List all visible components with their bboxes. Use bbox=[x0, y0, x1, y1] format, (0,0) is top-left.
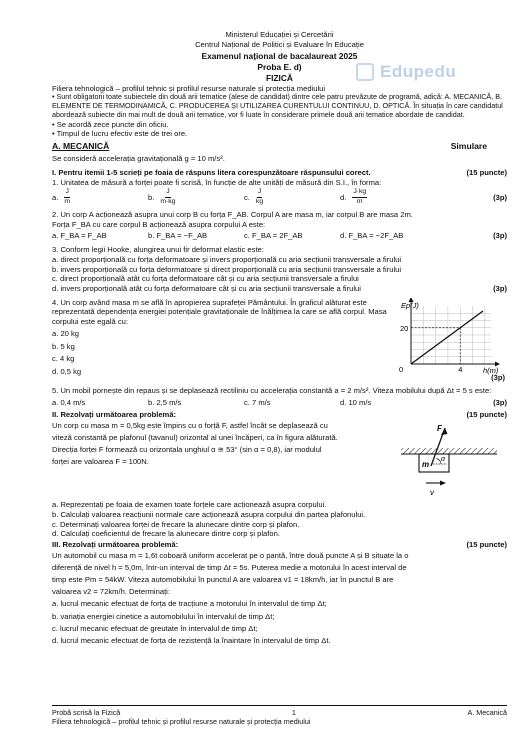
q5-option-c: c. 7 m/s bbox=[244, 398, 271, 408]
section-header bbox=[52, 141, 507, 152]
footer-profile: Filiera tehnologică – profilul tehnic și profilul resurse naturale și protecția mediului bbox=[52, 717, 311, 727]
q1-option-a: a. $\frac{J}{m}$ bbox=[52, 188, 71, 206]
watermark bbox=[356, 61, 506, 83]
force-label: F bbox=[437, 423, 442, 433]
intro-text: Se consideră accelerația gravitațională g = 10 m/s². bbox=[52, 154, 225, 164]
q5-option-d: d. 10 m/s bbox=[340, 398, 372, 408]
q4-option-a: a. 20 kg bbox=[52, 328, 80, 338]
q3-last-row bbox=[52, 284, 507, 294]
part2-item-c: c. Determinați valoarea forței de frecare la alunecare dintre corp și plafon. bbox=[52, 519, 300, 529]
q4-block bbox=[52, 298, 507, 383]
page-footer bbox=[52, 705, 507, 726]
part2-figure-column bbox=[383, 420, 507, 501]
part2-line-1: Un corp cu masa m = 0,5kg este împins cu o forță F, astfel încât se deplasează cu bbox=[52, 420, 328, 430]
q2-option-c: c. F_BA = 2F_AB bbox=[244, 231, 303, 241]
part2-header bbox=[52, 410, 507, 420]
q3-option-a: a. direct proporțională cu forța deformatoare și invers proporțională cu aria secțiunii transversale a firului bbox=[52, 254, 402, 264]
part2-line-2: viteză constantă pe plafonul (tavanul) orizontal al unei încăperi, ca în figura alăturată. bbox=[52, 432, 338, 442]
q3-text: 3. Conform legii Hooke, alungirea unui fir deformat elastic este: bbox=[52, 245, 264, 255]
footer-page-number: 1 bbox=[291, 708, 296, 717]
q1-options bbox=[52, 189, 507, 206]
part3-line-2: diferență de nivel h = 5,0m, într-un interval de timp Δt = 5s. Puterea medie a motorului în acest interval de bbox=[52, 563, 407, 573]
q1-option-d: d. $\frac{J\cdot kg}{m}$ bbox=[340, 188, 367, 206]
watermark-logo-icon bbox=[356, 63, 374, 81]
q1-option-c: c. $\frac{J}{kg}$ bbox=[244, 188, 264, 206]
section-title: A. MECANICĂ bbox=[52, 141, 110, 152]
ceiling-hatch bbox=[401, 448, 497, 454]
exam-proba: Proba E. d) bbox=[257, 62, 302, 73]
q2-option-d: d. F_BA = −2F_AB bbox=[340, 231, 404, 241]
center-name: Centrul Național de Politici și Evaluare în Educație bbox=[195, 39, 364, 49]
q1-points: (3p) bbox=[493, 192, 507, 202]
part2-block bbox=[52, 420, 507, 501]
q2-text-2: Forța F_BA cu care corpul B acționează asupra corpului A este: bbox=[52, 219, 266, 229]
angle-label: α bbox=[441, 455, 445, 463]
q3-points: (3p) bbox=[493, 283, 507, 293]
x-tick-label: 0 bbox=[399, 364, 404, 374]
q4-text-column bbox=[52, 298, 387, 383]
part2-text-column bbox=[52, 420, 383, 501]
y-axis-label: Ep(J) bbox=[401, 300, 419, 310]
q5-text: 5. Un mobil pornește din repaus și se deplasează rectiliniu cu accelerația constantă a = 2 m/s². Viteza mobilului după Δt = 5 s este: bbox=[52, 386, 492, 396]
part1-points: (15 puncte) bbox=[466, 167, 507, 177]
q2-option-a: a. F_BA = F_AB bbox=[52, 231, 107, 241]
q5-option-a: a. 0,4 m/s bbox=[52, 398, 86, 408]
exam-profile: Filiera tehnologică – profilul tehnic și profilul resurse naturale și protecția mediului bbox=[52, 83, 326, 93]
part3-points: (15 puncte) bbox=[466, 540, 507, 550]
q1-option-b: b. $\frac{J}{m\cdot kg}$ bbox=[148, 188, 176, 206]
part3-title: III. Rezolvați următoarea problemă: bbox=[52, 540, 179, 550]
q4-option-d: d. 0,5 kg bbox=[52, 367, 82, 376]
q4-points: (3p) bbox=[491, 372, 505, 382]
series-line bbox=[411, 311, 483, 364]
instruction-bullet-1: • Sunt obligatorii toate subiectele din două arii tematice (alese de candidat) dintre cele patru prevăzute de programă, adică: A. MECANICĂ, B. ELEMENTE DE TERMODINAMICĂ, C. PRODUCEREA ȘI UTILIZAREA CURENTULUI CONTINUU, D. OPTICĂ. În situația în care candidatul abordează subiecte din mai mult de două arii tematice, vor fi luate în considerare primele două arii tematice abordate de candidat. bbox=[52, 92, 503, 119]
part2-line-4: forței are valoarea F = 100N. bbox=[52, 456, 149, 466]
part3-item-c: c. lucrul mecanic efectuat de greutate în intervalul de timp Δt; bbox=[52, 623, 258, 633]
q4-option-b: b. 5 kg bbox=[52, 341, 75, 351]
q5-option-b: b. 2,5 m/s bbox=[148, 398, 182, 408]
exam-subject: FIZICĂ bbox=[266, 72, 293, 83]
y-tick-label: 20 bbox=[400, 323, 409, 333]
q2-text: 2. Un corp A acționează asupra unui corp B cu forța F_AB. Corpul A are masa m, iar corpul B are masa 2m. bbox=[52, 209, 413, 219]
instruction-bullet-3: • Timpul de lucru efectiv este de trei ore. bbox=[52, 129, 188, 139]
section-tag: Simulare bbox=[450, 141, 487, 152]
part1-title: I. Pentru itemii 1-5 scrieți pe foaia de răspuns litera corespunzătoare răspunsului corect. bbox=[52, 167, 371, 177]
part3-header bbox=[52, 540, 507, 550]
ceiling-block-figure bbox=[397, 420, 507, 498]
ep-h-chart bbox=[397, 298, 507, 380]
part3-line-3: timp este Pm = 54kW. Viteza automobilului în punctul A are valoarea v1 = 18km/h, iar în punctul B are bbox=[52, 575, 394, 585]
x-axis-label: h(m) bbox=[483, 365, 499, 375]
footer-area-name: A. Mecanică bbox=[467, 708, 507, 717]
q2-points: (3p) bbox=[493, 231, 507, 241]
part3-body bbox=[52, 550, 507, 647]
part2-item-d: d. Calculați coeficientul de frecare la alunecare dintre corp și plafon. bbox=[52, 529, 280, 539]
q4-option-c: c. 4 kg bbox=[52, 354, 75, 364]
q1-text: 1. Unitatea de măsură a forței poate fi scrisă, în funcție de alte unități de măsură din S.I., în forma: bbox=[52, 177, 382, 187]
part2-line-3: Direcția forței F formează cu orizontala unghiul α ≅ 53° (sin α = 0,8), iar modulul bbox=[52, 444, 322, 454]
watermark-text: Edupedu bbox=[380, 62, 457, 82]
part3-line-1: Un automobil cu masa m = 1,6t coboară uniform accelerat pe o pantă, între două puncte A și B situate la o bbox=[52, 550, 409, 560]
q4-text: 4. Un corp având masa m se află în apropierea suprafeței Pământului. În graficul alăturat este reprezentată dependența energiei potențiale gravitaționale de înălțimea la care se află corpul. Masa corpului este egală cu: bbox=[52, 297, 387, 327]
x-tick-label: 4 bbox=[458, 364, 463, 374]
q4-chart-column bbox=[387, 298, 507, 383]
exam-title: Examenul național de bacalaureat 2025 bbox=[201, 51, 358, 62]
q3-option-b: b. invers proporțională cu forța deformatoare și direct proporțională cu aria secțiunii transversale a firului bbox=[52, 264, 402, 274]
block-mass-label: m bbox=[422, 459, 430, 469]
q2-option-b: b. F_BA = −F_AB bbox=[148, 231, 208, 241]
velocity-arrow-head bbox=[440, 480, 446, 485]
q3-option-d: d. invers proporțională atât cu forța deformatoare cât și cu aria secțiunii transversale a firului bbox=[52, 283, 361, 293]
part2-title: II. Rezolvați următoarea problemă: bbox=[52, 409, 177, 419]
part1-header bbox=[52, 168, 507, 178]
part3-item-b: b. variația energiei cinetice a automobilului în intervalul de timp Δt; bbox=[52, 611, 275, 621]
q5-options bbox=[52, 398, 507, 408]
part3-item-a: a. lucrul mecanic efectuat de forța de tracțiune a motorului în intervalul de timp Δt; bbox=[52, 599, 327, 609]
q2-options bbox=[52, 231, 507, 241]
ministry-name: Ministerul Educației și Cercetării bbox=[225, 30, 334, 39]
q5-points: (3p) bbox=[493, 398, 507, 408]
instruction-bullet-2: • Se acordă zece puncte din oficiu. bbox=[52, 119, 169, 129]
part3-item-d: d. lucrul mecanic efectuat de forța de rezistență la înaintare în intervalul de timp Δt. bbox=[52, 635, 331, 645]
part2-item-a: a. Reprezentați pe foaia de examen toate forțele care acționează asupra corpului. bbox=[52, 500, 327, 510]
q3-option-c: c. direct proporțională atât cu forța deformatoare cât și cu aria secțiunii transversale a firului bbox=[52, 274, 359, 284]
part3-line-4: valoarea v2 = 72km/h. Determinați: bbox=[52, 587, 170, 597]
part2-item-b: b. Calculați valoarea reacțiunii normale care acționează asupra corpului din partea plafonului. bbox=[52, 510, 366, 519]
part2-points: (15 puncte) bbox=[466, 409, 507, 419]
footer-row-1 bbox=[52, 708, 507, 717]
velocity-label: v bbox=[430, 487, 434, 497]
footer-exam-name: Probă scrisă la Fizică bbox=[52, 708, 121, 717]
